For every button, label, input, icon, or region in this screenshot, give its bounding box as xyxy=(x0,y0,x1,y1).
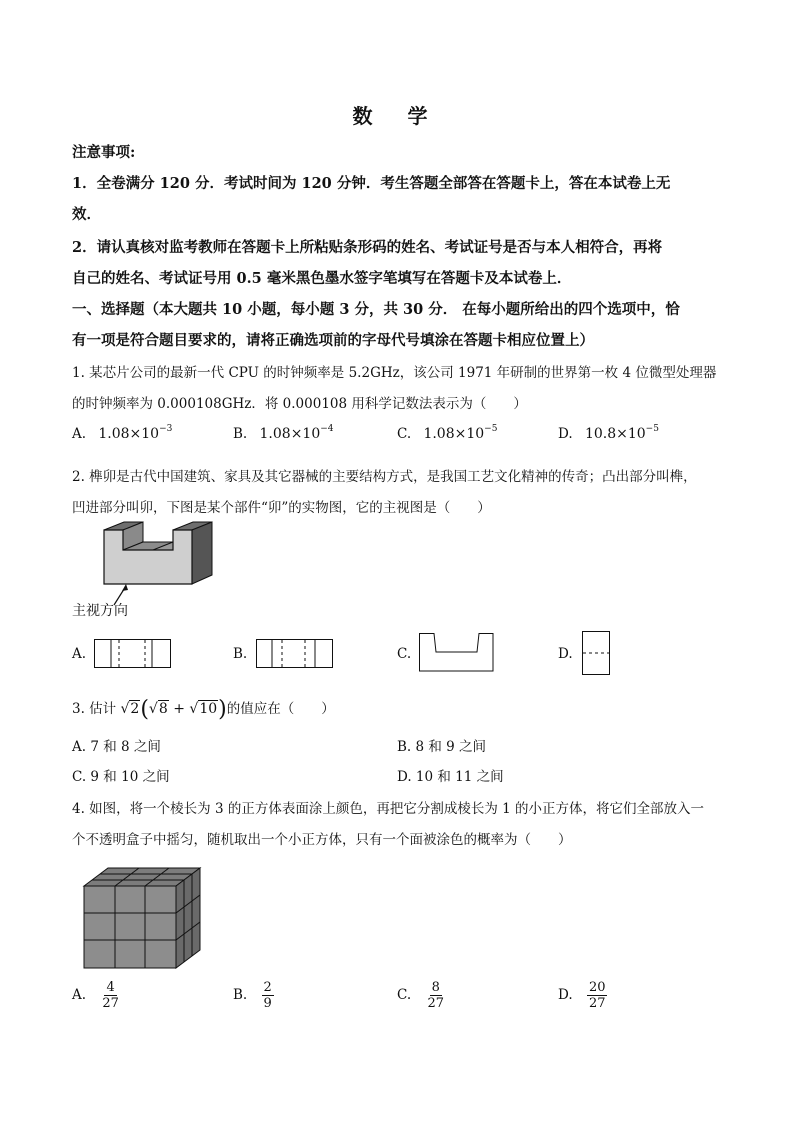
q1-option-c[interactable]: C. $1.08\times 10^{-5}$ xyxy=(397,424,498,442)
q4-option-c[interactable]: C. $\frac{8}{27}$ xyxy=(397,980,444,1011)
notice-item-2-cont: 自己的姓名、考试证号用 0.5 毫米黑色墨水签字笔填写在答题卡及本试卷上． xyxy=(72,270,572,287)
q4-option-d[interactable]: D. $\frac{20}{27}$ xyxy=(558,980,606,1011)
q4-option-b[interactable]: B. $\frac{2}{9}$ xyxy=(233,980,272,1011)
q3-sqrt-2: √2 xyxy=(120,701,140,717)
q2-option-b-figure xyxy=(256,639,336,671)
q3-sqrt-10: √10 xyxy=(189,701,218,717)
q4-stem-cont: 个不透明盒子中摇匀，随机取出一个小正方体，只有一个面被涂色的概率为（ ） xyxy=(72,832,572,848)
cube-figure xyxy=(84,868,209,973)
section-heading: 一、选择题（本大题共 10 小题，每小题 3 分，共 30 分． 在每小题所给出的四个选项中，恰 xyxy=(72,301,680,318)
q2-option-b[interactable]: B. xyxy=(233,646,248,662)
q3-option-c[interactable]: C. 9 和 10 之间 xyxy=(72,769,170,785)
notice-item-1: 1．全卷满分 120 分．考试时间为 120 分钟．考生答题全部答在答题卡上，答在本试卷上无 xyxy=(72,175,671,192)
q3-stem: 3. 估计 √2(√8 + √10)的值应在（ ） xyxy=(72,697,335,722)
q2-option-c-figure xyxy=(419,633,499,673)
q2-option-d-figure xyxy=(582,631,612,677)
q2-option-a-figure xyxy=(94,639,174,671)
q2-stem-cont: 凹进部分叫卯，下图是某个部件“卯”的实物图，它的主视图是（ ） xyxy=(72,500,491,516)
view-direction-label: 主视方向 xyxy=(72,603,128,619)
q2-stem: 2. 榫卯是古代中国建筑、家具及其它器械的主要结构方式，是我国工艺文化精神的传奇；凸出部分叫榫， xyxy=(72,469,697,485)
q2-option-c[interactable]: C. xyxy=(397,646,412,662)
section-heading-cont: 有一项是符合题目要求的，请将正确选项前的字母代号填涂在答题卡相应位置上） xyxy=(72,332,594,349)
q1-option-b[interactable]: B. $1.08\times 10^{-4}$ xyxy=(233,424,334,442)
q3-sqrt-8: √8 xyxy=(148,701,168,717)
q1-option-a[interactable]: A. $1.08\times 10^{-3}$ xyxy=(72,424,173,442)
q4-option-a[interactable]: A. $\frac{4}{27}$ xyxy=(72,980,119,1011)
q3-option-a[interactable]: A. 7 和 8 之间 xyxy=(72,739,161,755)
q3-option-d[interactable]: D. 10 和 11 之间 xyxy=(397,769,504,785)
q4-stem: 4. 如图，将一个棱长为 3 的正方体表面涂上颜色，再把它分割成棱长为 1 的小正方体，将它们全部放入一 xyxy=(72,801,705,817)
notice-heading: 注意事项: xyxy=(72,144,136,161)
q1-stem-cont: 的时钟频率为 0.000108GHz．将 0.000108 用科学记数法表示为（ ） xyxy=(72,396,527,412)
q1-option-d[interactable]: D. $10.8\times 10^{-5}$ xyxy=(558,424,659,442)
page-title: 数 学 xyxy=(352,104,442,128)
q3-option-b[interactable]: B. 8 和 9 之间 xyxy=(397,739,487,755)
q2-option-d[interactable]: D. xyxy=(558,646,573,662)
notice-item-2: 2．请认真核对监考教师在答题卡上所粘贴条形码的姓名、考试证号是否与本人相符合，再将 xyxy=(72,239,663,256)
q2-option-a[interactable]: A. xyxy=(72,646,87,662)
mortise-figure xyxy=(96,520,216,610)
q1-stem: 1. 某芯片公司的最新一代 CPU 的时钟频率是 5.2GHz，该公司 1971 年研制的世界第一枚 4 位微型处理器 xyxy=(72,365,717,381)
notice-item-1-cont: 效． xyxy=(72,206,101,223)
